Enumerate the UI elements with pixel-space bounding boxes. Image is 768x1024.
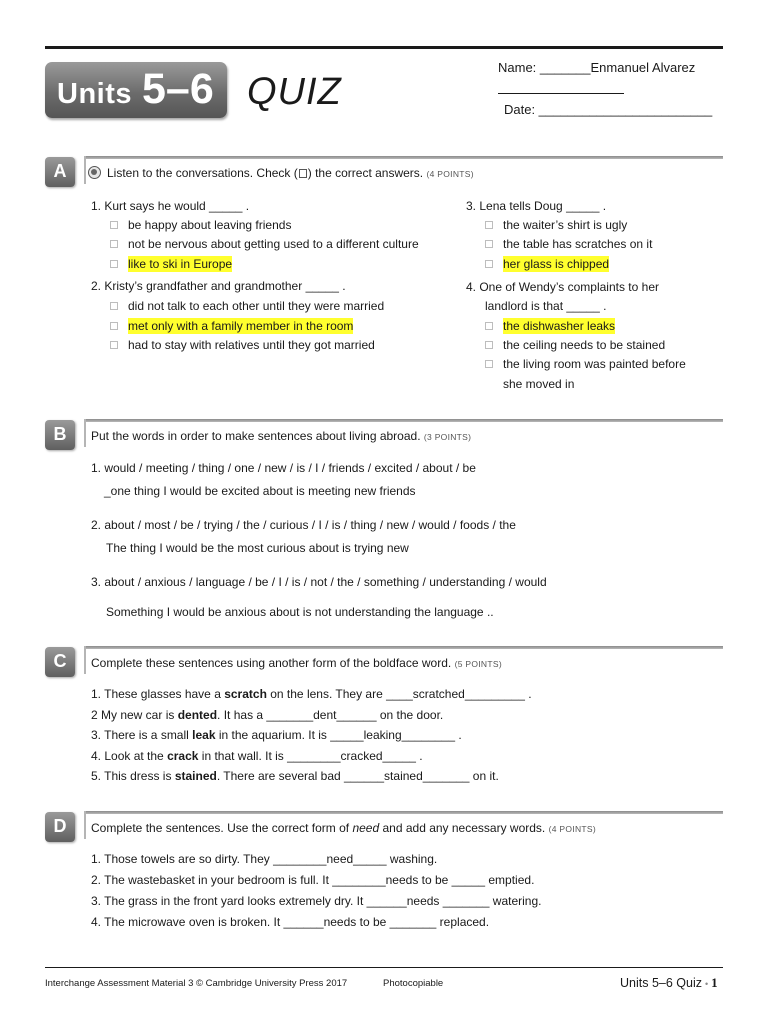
checkbox-icon[interactable] (110, 221, 118, 229)
section-c-instruction: Complete these sentences using another form of the boldface word. (5 POINTS) (91, 656, 502, 670)
footer-copyright: Interchange Assessment Material 3 © Cambridge University Press 2017 (45, 978, 348, 989)
section-c-badge: C (45, 647, 75, 677)
b-prompt-2: 2. about / most / be / trying / the / curious / I / is / thing / new / would / foods / the (91, 518, 516, 532)
units-number: 5–6 (142, 65, 214, 113)
b-prompt-1: 1. would / meeting / thing / one / new / is / I / friends / excited / about / be (91, 461, 476, 475)
question-a2: 2. Kristy’s grandfather and grandmother _____ . (91, 279, 346, 293)
section-d-points: (4 POINTS) (548, 824, 597, 834)
question-a4-line1: 4. One of Wendy’s complaints to her (466, 280, 659, 294)
checkbox-icon[interactable] (485, 341, 493, 349)
d-item-4: 4. The microwave oven is broken. It ______needs to be _______ replaced. (91, 915, 490, 929)
c-item-4: 4. Look at the crack in that wall. It is ________cracked_____ . (91, 749, 423, 763)
section-b-rule (84, 419, 723, 422)
section-a-badge: A (45, 157, 75, 187)
section-d-badge: D (45, 812, 75, 842)
top-rule (45, 46, 723, 49)
question-a1: 1. Kurt says he would _____ . (91, 199, 250, 213)
b-prompt-3: 3. about / anxious / language / be / I / is / not / the / something / understanding / would (91, 575, 547, 589)
checkbox-symbol-icon (299, 169, 307, 178)
checkbox-icon[interactable] (485, 360, 493, 368)
question-a3: 3. Lena tells Doug _____ . (466, 199, 607, 213)
section-d-instruction: Complete the sentences. Use the correct form of need and add any necessary words. (4 POINTS) (91, 821, 597, 835)
checkbox-icon[interactable] (110, 322, 118, 330)
d-item-2: 2. The wastebasket in your bedroom is full. It ________needs to be _____ emptied. (91, 873, 535, 887)
option-a4-3-continuation: she moved in (503, 377, 575, 391)
section-b-instruction: Put the words in order to make sentences about living abroad. (3 POINTS) (91, 429, 472, 443)
c-item-2: 2 My new car is dented. It has a _______dent______ on the door. (91, 708, 444, 722)
audio-icon (88, 166, 101, 179)
page-number: 1 (711, 975, 718, 990)
section-d-rule (84, 811, 723, 814)
section-a-rule (84, 156, 723, 159)
name-continuation-line (498, 93, 624, 94)
c-item-1: 1. These glasses have a scratch on the lens. They are ____scratched_________ . (91, 687, 532, 701)
b-answer-3[interactable]: Something I would be anxious about is not understanding the language .. (106, 605, 494, 619)
footer-rule (45, 967, 723, 968)
checkbox-icon[interactable] (110, 302, 118, 310)
question-a4-line2: landlord is that _____ . (485, 299, 607, 313)
checkbox-icon[interactable] (485, 260, 493, 268)
checkbox-icon[interactable] (110, 260, 118, 268)
checkbox-icon[interactable] (110, 341, 118, 349)
d-item-1: 1. Those towels are so dirty. They ________need_____ washing. (91, 852, 438, 866)
section-b-points: (3 POINTS) (423, 432, 472, 442)
b-answer-2[interactable]: The thing I would be the most curious about is trying new (106, 541, 409, 555)
units-word: Units (57, 78, 132, 110)
section-a-instruction: Listen to the conversations. Check ( ) the correct answers. (4 POINTS) (88, 165, 474, 182)
section-c-points: (5 POINTS) (454, 659, 502, 669)
checkbox-icon[interactable] (485, 322, 493, 330)
checkbox-icon[interactable] (110, 240, 118, 248)
checkbox-icon[interactable] (485, 240, 493, 248)
footer-page-label: Units 5–6 Quiz • 1 (620, 975, 718, 990)
quiz-title: QUIZ (247, 71, 342, 113)
d-item-3: 3. The grass in the front yard looks extremely dry. It ______needs _______ watering. (91, 894, 542, 908)
date-field: Date: ________________________ (504, 102, 713, 117)
footer-photocopiable: Photocopiable (383, 978, 444, 989)
section-a-points: (4 POINTS) (426, 169, 474, 179)
b-answer-1[interactable]: _one thing I would be excited about is meeting new friends (104, 484, 416, 498)
checkbox-icon[interactable] (485, 221, 493, 229)
c-item-3: 3. There is a small leak in the aquarium. It is _____leaking________ . (91, 728, 462, 742)
name-field: Name: _______Enmanuel Alvarez (498, 60, 696, 75)
section-c-rule (84, 646, 723, 649)
units-badge (45, 62, 227, 118)
c-item-5: 5. This dress is stained. There are several bad ______stained_______ on it. (91, 769, 499, 783)
section-b-badge: B (45, 420, 75, 450)
